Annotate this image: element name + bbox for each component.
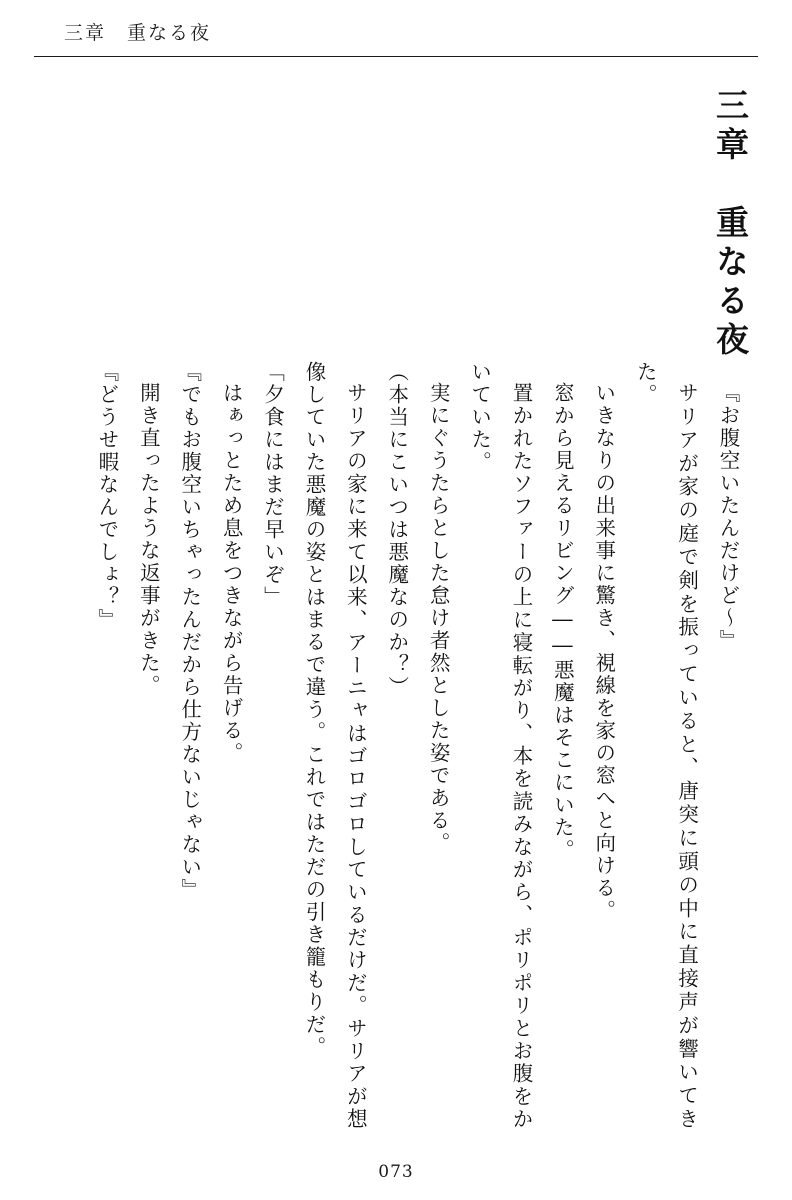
- paragraph: いきなりの出来事に驚き、視線を家の窓へと向ける。: [591, 381, 616, 922]
- paragraph: 『でもお腹空いちゃったんだから仕方ないじゃない』: [177, 361, 202, 901]
- header-divider: [34, 56, 758, 57]
- chapter-title: 三章 重なる夜: [711, 88, 750, 361]
- paragraph: （本当にこいつは悪魔なのか？）: [384, 361, 409, 699]
- paragraph: 『お腹空いたんだけど～』: [716, 381, 740, 652]
- paragraph: サリアの家に来て以来、アーニャはゴロゴロしているだけだ。サリアが想像していた悪魔の姿とはまるで違う。これではただの引き籠もりだ。: [301, 361, 368, 1130]
- page-body: [44, 70, 748, 1130]
- paragraph: 開き直ったような返事がきた。: [136, 381, 161, 697]
- paragraph: はぁっとため息をつきながら告げる。: [219, 381, 244, 764]
- paragraph: サリアが家の庭で剣を振っていると、唐突に頭の中に直接声が響いてきた。: [633, 361, 699, 1130]
- paragraph: 窓から見えるリビング――悪魔はそこにいた。: [550, 381, 575, 861]
- paragraph: 置かれたソファーの上に寝転がり、本を読みながら、ポリポリとお腹をかいていた。: [467, 361, 533, 1130]
- running-head: 三章 重なる夜: [64, 22, 212, 44]
- body-text: [44, 361, 748, 1130]
- paragraph: 実にぐうたらとした怠け者然とした姿である。: [426, 381, 451, 854]
- page-number: 073: [378, 1162, 414, 1182]
- paragraph: 『どうせ暇なんでしょ？』: [94, 361, 119, 631]
- paragraph: 「夕食にはまだ早いぞ」: [260, 361, 285, 609]
